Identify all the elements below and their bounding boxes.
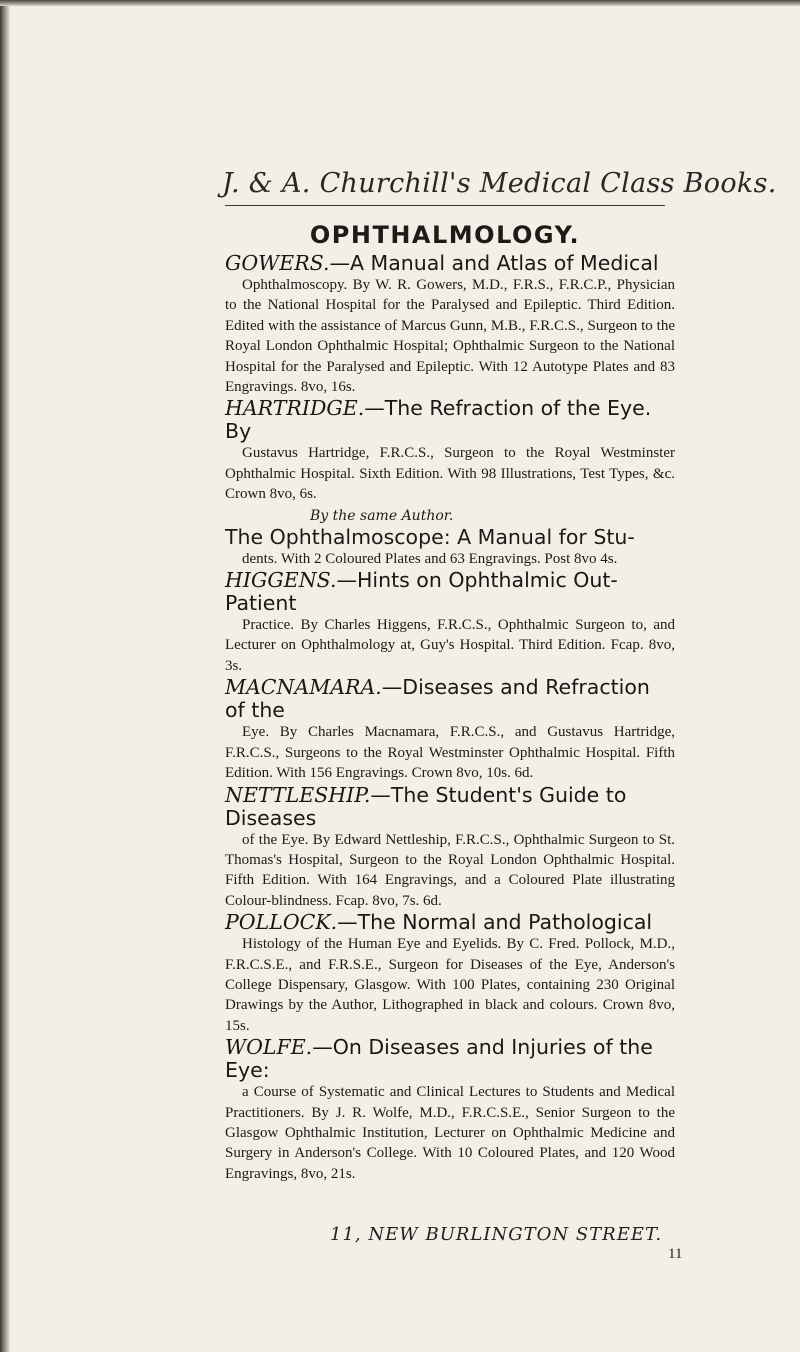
entry-author-key: HARTRIDGE.: [225, 396, 365, 421]
book-entry-nettleship: [225, 784, 675, 912]
entry-heading: [225, 676, 675, 722]
entry-description: Histology of the Human Eye and Eyelids. By C. Fred. Pollock, M.D., F.R.C.S.E., and F.R.S.E., Surgeon for Diseases of the Eye, Anderson's College Dispensary, Glasgow. With 100 Plates, containing 230 Original Drawings by the Author, Lithographed in black and colours. Crown 8vo, 15s.: [225, 936, 675, 1034]
book-entry-hartridge: [225, 397, 675, 569]
entry-description: Gustavus Hartridge, F.R.C.S., Surgeon to the Royal Westminster Ophthalmic Hospital. Sixth Edition. With 98 Illustrations, Test Types, &c. Crown 8vo, 6s.: [225, 445, 675, 503]
entry-heading: [225, 1036, 675, 1082]
entry-author-key: GOWERS.: [225, 251, 330, 275]
entry-title: —Hints on Ophthalmic Out-Patient: [225, 568, 618, 616]
entry-heading: [225, 911, 675, 934]
entry-heading: [225, 397, 675, 443]
entry-heading: [225, 252, 675, 275]
book-entry-wolfe: [225, 1036, 675, 1184]
section-title: OPHTHALMOLOGY.: [309, 221, 581, 249]
entry-description: Ophthalmoscopy. By W. R. Gowers, M.D., F.R.S., F.R.C.P., Physician to the National Hospital for the Paralysed and Epileptic. Third Edition. Edited with the assistance of Marcus Gunn, M.B., F.R.C.S., Surgeon to the Royal London Ophthalmic Hospital; Ophthalmic Surgeon to the National Hospital for the Paralysed and Epileptic. With 12 Autotype Plates and 83 Engravings. 8vo, 16s.: [225, 277, 675, 396]
book-entries: [225, 252, 675, 1184]
publisher-address: 11, NEW BURLINGTON STREET.: [330, 1224, 663, 1245]
entry-description: of the Eye. By Edward Nettleship, F.R.C.S., Ophthalmic Surgeon to St. Thomas's Hospital, Surgeon to the Royal London Ophthalmic Hospital. Fifth Edition. With 164 Engravings, and a Coloured Plate illustrating Colour-blindness. Fcap. 8vo, 7s. 6d.: [225, 831, 675, 909]
entry-byline: By the same Author.: [310, 507, 454, 524]
entry-description: a Course of Systematic and Clinical Lectures to Students and Medical Practitioners. By J. R. Wolfe, M.D., F.R.C.S.E., Senior Surgeon to the Glasgow Ophthalmic Institution, Lecturer on Ophthalmic Medicine and Surgery in Anderson's College. With 10 Coloured Plates, and 120 Wood Engravings, 8vo, 21s.: [225, 1084, 675, 1182]
book-entry-pollock: [225, 911, 675, 1036]
entry-author-key: HIGGENS.: [225, 568, 337, 593]
entry-title: —The Refraction of the Eye. By: [225, 396, 652, 444]
entry-description: Practice. By Charles Higgens, F.R.C.S., Ophthalmic Surgeon to, and Lecturer on Ophthalmology at, Guy's Hospital. Third Edition. Fcap. 8vo, 3s.: [225, 617, 675, 674]
entry-description: Eye. By Charles Macnamara, F.R.C.S., and Gustavus Hartridge, F.R.C.S., Surgeons to the Royal Westminster Ophthalmic Hospital. Fifth Edition. With 156 Engravings. Crown 8vo, 10s. 6d.: [225, 724, 675, 782]
running-head-rule: [225, 205, 665, 206]
entry-author-key: MACNAMARA.: [225, 675, 382, 700]
entry-title: —On Diseases and Injuries of the Eye:: [225, 1035, 653, 1083]
page-binding-edge: [0, 0, 10, 1352]
entry-heading: [225, 569, 675, 615]
running-head: J. & A. Churchill's Medical Class Books.: [222, 168, 777, 199]
sub-entry-title: The Ophthalmoscope: A Manual for Stu-: [225, 524, 635, 549]
entry-author-key: WOLFE.: [225, 1035, 313, 1060]
entry-title: —Diseases and Refraction of the: [225, 675, 650, 723]
entry-title: —A Manual and Atlas of Medical: [329, 251, 659, 275]
entry-title: —The Normal and Pathological: [337, 910, 653, 935]
entry-title: —The Student's Guide to Diseases: [225, 782, 627, 830]
book-entry-higgens: [225, 569, 675, 676]
sub-entry-description: dents. With 2 Coloured Plates and 63 Engravings. Post 8vo 4s.: [242, 550, 618, 567]
entry-author-key: POLLOCK.: [225, 910, 338, 935]
page-top-edge: [0, 0, 800, 6]
entry-author-key: NETTLESHIP.: [225, 782, 371, 807]
page-number: 11: [668, 1246, 683, 1262]
book-entry-gowers: [225, 252, 675, 397]
entry-heading: [225, 784, 675, 830]
book-entry-macnamara: [225, 676, 675, 783]
